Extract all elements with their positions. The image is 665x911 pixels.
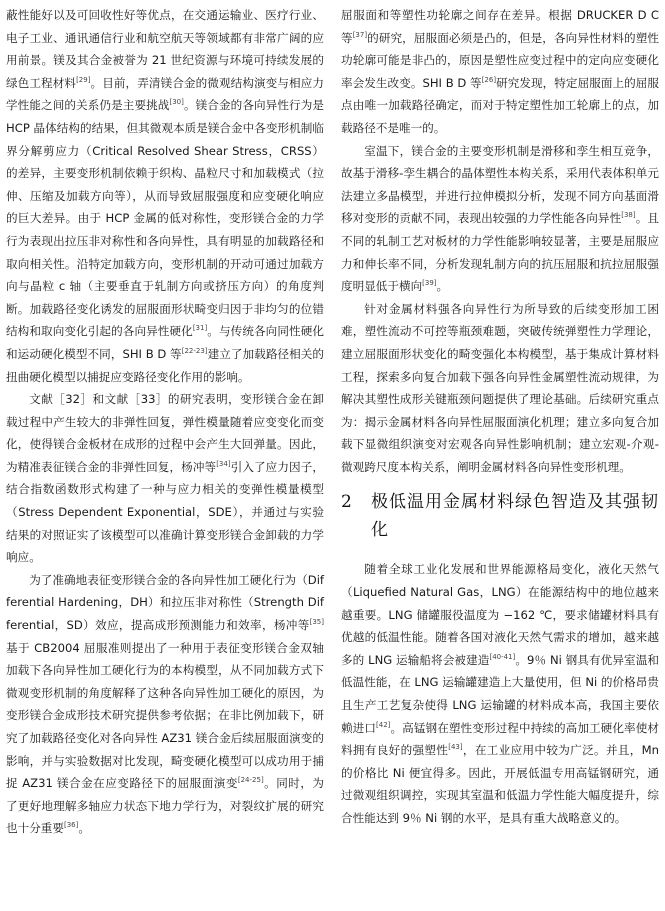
body-paragraph [6, 388, 324, 569]
body-paragraph [341, 140, 659, 298]
citation-ref: [35] [309, 618, 324, 627]
section-number: 2 [341, 492, 352, 513]
paragraph-text: 屈服面和等塑性功轮廓之间存在差异。根据 DRUCKER D C 等 [341, 8, 659, 45]
right-column [341, 4, 659, 911]
paragraph-text: ，在工业应用中较为广泛。并且，Mn 的价格比 Ni 便宜得多。因此，开展低温专用高锰钢研究，通过微观组织调控，实现其室温和低温力学性能大幅度提升，综合性能达到 9％ Ni 钢的水平，是具有重大战略意义的。 [341, 743, 659, 825]
citation-ref: [26] [481, 75, 497, 84]
paragraph-text: 。9％ Ni 钢具有优异室温和低温性能，在 LNG 运输罐建造上大量使用，但 Ni 的价格昂贵且生产工艺复杂使得 LNG 运输罐的材料成本高，我国主要依赖进口 [341, 652, 659, 735]
paragraph-text: 。镁合金的各向异性行为是 HCP 晶体结构的结果，但其微观本质是镁合金中各变形机制临界分解剪应力（Critical Resolved Shear Stress，CRSS）的差异，主要变形机制依赖于织构、晶粒尺寸和加载模式（拉伸、压缩及加载方向等），从而导致屈服强度和应变硬化响应的巨大差异。由于 HCP 金属的低对称性，变形镁合金的力学行为表现出拉压非对称性和各向异性，具有明显的加载路径和取向相关性。沿特定加载方向，变形机制的开动可通过加载方向与晶粒 c 轴（主要垂直于轧制方向或挤压方向）的角度判断。加载路径变化诱发的屈服面形状畸变归因于非均匀的位错结构和取向变化引起的各向异性硬化 [6, 98, 324, 339]
right-column-top-text [341, 4, 659, 478]
paragraph-text: 。 [78, 821, 90, 836]
body-paragraph [341, 298, 659, 479]
paragraph-text: 随着全球工业化发展和世界能源格局变化，液化天然气（Liquefied Natural Gas，LNG）在能源结构中的地位越来越重要。LNG 储罐服役温度为 −162 ℃，要求储罐材料具有优越的低温性能。随着各国对液化天然气需求的增加，越来越多的 LNG 运输船将会被建造 [341, 562, 659, 667]
citation-ref: [37] [352, 30, 368, 39]
citation-ref: [30] [169, 98, 184, 107]
paragraph-text: 蔽性能好以及可回收性好等优点，在交通运输业、医疗行业、电子工业、通讯通信行业和航空航天等领域都有非常广阔的应用前景。镁及其合金被誉为 21 世纪资源与环境可持续发展的绿色工程材料 [6, 8, 324, 90]
citation-ref: [40-41] [489, 652, 516, 661]
paragraph-text: 的研究，屈服面必须是凸的，但是，各向异性材料的塑性功轮廓可能是非凸的，原因是塑性应变过程中的定向应变硬化率会发生改变。SHI B D 等 [341, 30, 659, 90]
paragraph-text: 针对金属材料强各向异性行为所导致的后续变形加工困难，塑性流动不可控等瓶颈难题，突破传统弹塑性力学理论，建立屈服面形状变化的畸变强化本构模型，基于集成计算材料工程，探索多向复合加载下强各向异性金属塑性流动规律，为解决其塑性成形关键瓶颈问题提供了理论基础。后续研究重点为：揭示金属材料各向异性屈服面演化机理；建立多向复合加载下显微组织演变对宏观各向异性影响机制；建立宏观-介观-微观跨尺度本构关系，阐明金属材料各向异性变形机理。 [341, 301, 659, 474]
right-column-bottom-text [341, 558, 659, 829]
section-heading [341, 488, 659, 544]
paragraph-text: 引入了应力因子，结合指数函数形式构建了一种与应力相关的变弹性模量模型（Stress Dependent Exponential，SDE），并通过与实验结果的对照证实了该模型可以准确计算变形镁合金卸载的力学响应。 [6, 459, 324, 565]
paragraph-text: 建立了加载路径相关的扭曲硬化模型以捕捉应变路径变化作用的影响。 [6, 346, 324, 384]
paragraph-text: 。与传统各向同性硬化和运动硬化模型不同，SHI B D 等 [6, 324, 324, 361]
citation-ref: [43] [448, 743, 463, 752]
paragraph-text: 。 [436, 279, 449, 294]
body-paragraph [6, 4, 324, 388]
body-paragraph [6, 569, 324, 840]
citation-ref: [22-23] [181, 346, 208, 355]
paragraph-text: 研究发现，特定屈服面上的屈服点由唯一加载路径确定，而对于特定塑性加工轮廓上的点，加载路径不是唯一的。 [341, 75, 659, 135]
body-paragraph [341, 558, 659, 829]
citation-ref: [31] [192, 324, 208, 333]
citation-ref: [38] [621, 211, 636, 220]
citation-ref: [39] [422, 279, 437, 288]
paragraph-text: 。同时，为了更好地理解多轴应力状态下地力学行为，对裂纹扩展的研究也十分重要 [6, 776, 324, 836]
paragraph-text: 为了准确地表征变形镁合金的各向异性加工硬化行为（Differential Hardening，DH）和拉压非对称性（Strength Differential，SD）效应，提高成形预测能力和效率，杨冲等 [6, 572, 324, 633]
citation-ref: [36] [63, 821, 79, 830]
paragraph-text: 室温下，镁合金的主要变形机制是滑移和孪生相互竞争，故基于滑移-孪生耦合的晶体塑性本构关系，采用代表体积单元法建立多晶模型，并进行拉伸模拟分析，发现不同方向基面滑移对变形的贡献不同，表现出较强的力学性能各向异性 [341, 143, 659, 226]
citation-ref: [29] [76, 75, 91, 84]
paragraph-text: 。目前，弄清镁合金的微观结构演变与相应力学性能之间的关系仍是主要挑战 [6, 75, 324, 113]
body-paragraph [341, 4, 659, 140]
section-title: 极低温用金属材料绿色智造及其强韧化 [371, 492, 659, 541]
paragraph-text: 。且不同的轧制工艺对板材的力学性能影响较显著，主要是屈服应力和伸长率不同，分析发现轧制方向的抗压屈服和抗拉屈服强度明显低于横向 [341, 211, 659, 294]
citation-ref: [42] [376, 720, 391, 729]
paragraph-text: 文献［32］和文献［33］的研究表明，变形镁合金在卸载过程中产生较大的非弹性回复，弹性模量随着应变变化而变化，使得镁合金板材在成形的过程中会产生大回弹量。因此，为精准表征镁合金的非弹性回复，杨冲等 [6, 392, 324, 474]
left-column [6, 4, 324, 911]
paragraph-text: 。高锰钢在塑性变形过程中持续的高加工硬化率使材料拥有良好的强塑性 [341, 720, 659, 758]
citation-ref: [34] [216, 459, 231, 468]
citation-ref: [24-25] [237, 776, 264, 785]
paragraph-text: 基于 CB2004 屈服准则提出了一种用于表征变形镁合金双轴加载下各向异性加工硬化行为的本构模型，从不同加载方式下微观变形机制的角度解释了这种各向异性加工硬化的原因，为变形镁合金成形技术研究提供参考依据；在非比例加载下，研究了加载路径变化对各向异性 AZ31 镁合金后续屈服面演变的影响，并与实验数据对比发现，畸变硬化模型可以成功用于捕捉 AZ31 镁合金在应变路径下的屈服面演变 [6, 640, 324, 791]
